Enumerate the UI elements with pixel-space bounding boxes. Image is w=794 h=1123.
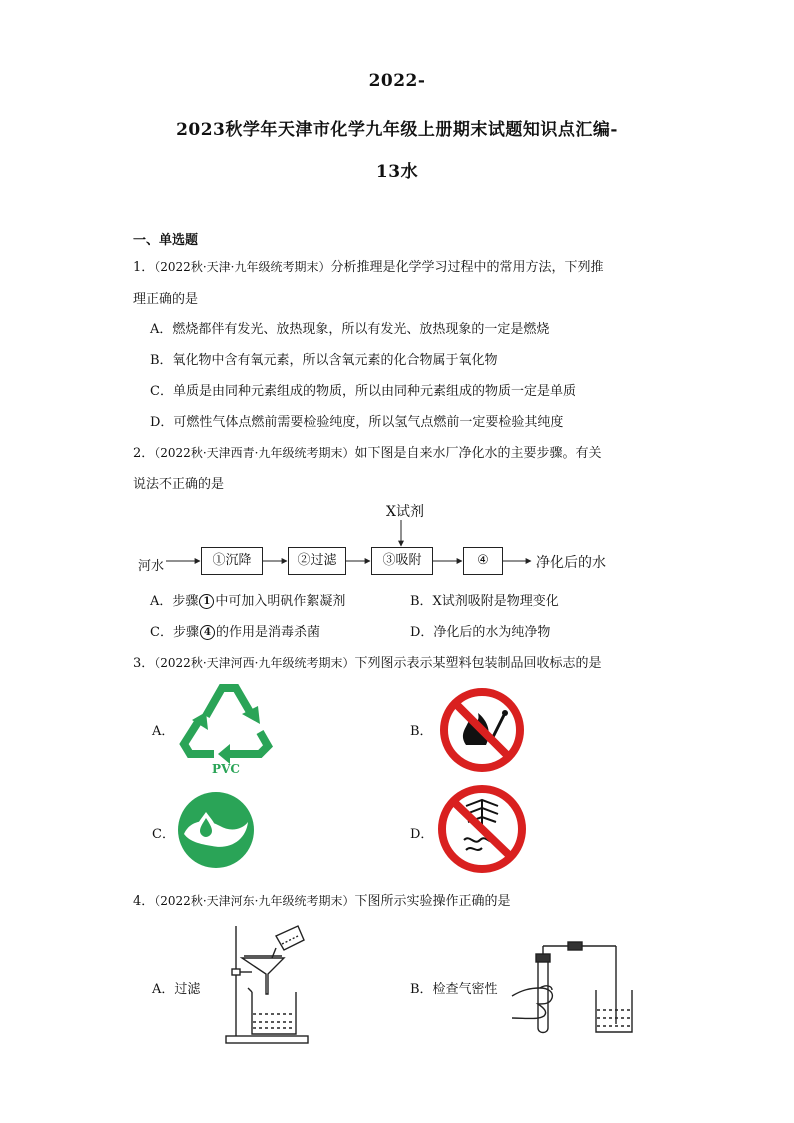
flow-step-1: ①沉降 — [201, 547, 263, 575]
question-text: 如下图是自来水厂净化水的主要步骤。有关 — [354, 446, 602, 461]
pvc-recycle-icon — [178, 676, 274, 776]
q1-option-d: D．可燃性气体点燃前需要检验纯度，所以氢气点燃前一定要检验其纯度 — [150, 415, 564, 430]
question-4-stem — [133, 890, 510, 909]
doc-title-line-1: 2022- — [368, 71, 426, 91]
question-3-stem — [133, 652, 601, 671]
q3-option-d-label: D． — [410, 827, 434, 842]
doc-title-line-3: 13水 — [375, 162, 419, 182]
option-text: 的作用是消毒杀菌 — [215, 625, 320, 640]
flow-output-label: 净化后的水 — [536, 555, 606, 571]
question-source: （2022秋·天津河西·九年级统考期末） — [154, 656, 355, 670]
circled-number: 1 — [199, 594, 214, 609]
no-fire-icon — [436, 687, 528, 773]
question-2-stem-cont: 说法不正确的是 — [133, 477, 225, 492]
q3-option-c-label: C． — [152, 827, 175, 842]
question-number: 3． — [133, 656, 155, 671]
q3-option-a-label: A． — [152, 724, 175, 739]
question-number: 1． — [133, 260, 155, 275]
question-source: （2022秋·天津·九年级统考期末） — [154, 260, 331, 274]
q1-option-c: C．单质是由同种元素组成的物质，所以由同种元素组成的物质一定是单质 — [150, 384, 576, 399]
question-1-stem-cont: 理正确的是 — [133, 292, 199, 307]
pvc-label: PVC — [212, 762, 240, 776]
question-text: 分析推理是化学学习过程中的常用方法，下列推 — [330, 260, 604, 275]
flow-input-label: 河水 — [138, 559, 165, 574]
water-saving-icon — [176, 790, 256, 870]
q1-option-b: B．氧化物中含有氧元素，所以含氧元素的化合物属于氧化物 — [150, 353, 498, 368]
question-number: 2． — [133, 446, 155, 461]
airtightness-check-illustration — [508, 938, 636, 1038]
flow-step-2: ②过滤 — [288, 547, 346, 575]
question-text: 下列图示表示某塑料包装制品回收标志的是 — [354, 656, 602, 671]
question-number: 4． — [133, 894, 155, 909]
q2-option-b: B．X试剂吸附是物理变化 — [410, 594, 559, 609]
question-source: （2022秋·天津西青·九年级统考期末） — [154, 446, 355, 460]
q2-option-d: D．净化后的水为纯净物 — [410, 625, 551, 640]
q4-option-b: B．检查气密性 — [410, 982, 498, 997]
option-text: A．步骤 — [150, 594, 199, 609]
doc-title-line-2: 2023秋学年天津市化学九年级上册期末试题知识点汇编- — [176, 120, 618, 140]
q1-option-a: A．燃烧都伴有发光、放热现象，所以有发光、放热现象的一定是燃烧 — [150, 322, 550, 337]
q4-option-a: A．过滤 — [152, 982, 201, 997]
option-text: 中可加入明矾作絮凝剂 — [215, 594, 346, 609]
circled-number: 4 — [200, 625, 215, 640]
question-text: 下图所示实验操作正确的是 — [354, 894, 511, 909]
reagent-label: X试剂 — [386, 504, 424, 520]
q3-option-b-label: B． — [410, 724, 433, 739]
filtration-apparatus-illustration — [222, 922, 322, 1046]
option-text: C．步骤 — [150, 625, 199, 640]
q2-option-c — [150, 621, 320, 640]
flow-step-3: ③吸附 — [371, 547, 433, 575]
section-heading: 一、单选题 — [133, 233, 199, 248]
question-source: （2022秋·天津河东·九年级统考期末） — [154, 894, 355, 908]
q2-option-a — [150, 590, 345, 609]
flow-step-4: ④ — [463, 547, 503, 575]
no-smoking-building-icon — [436, 784, 528, 874]
